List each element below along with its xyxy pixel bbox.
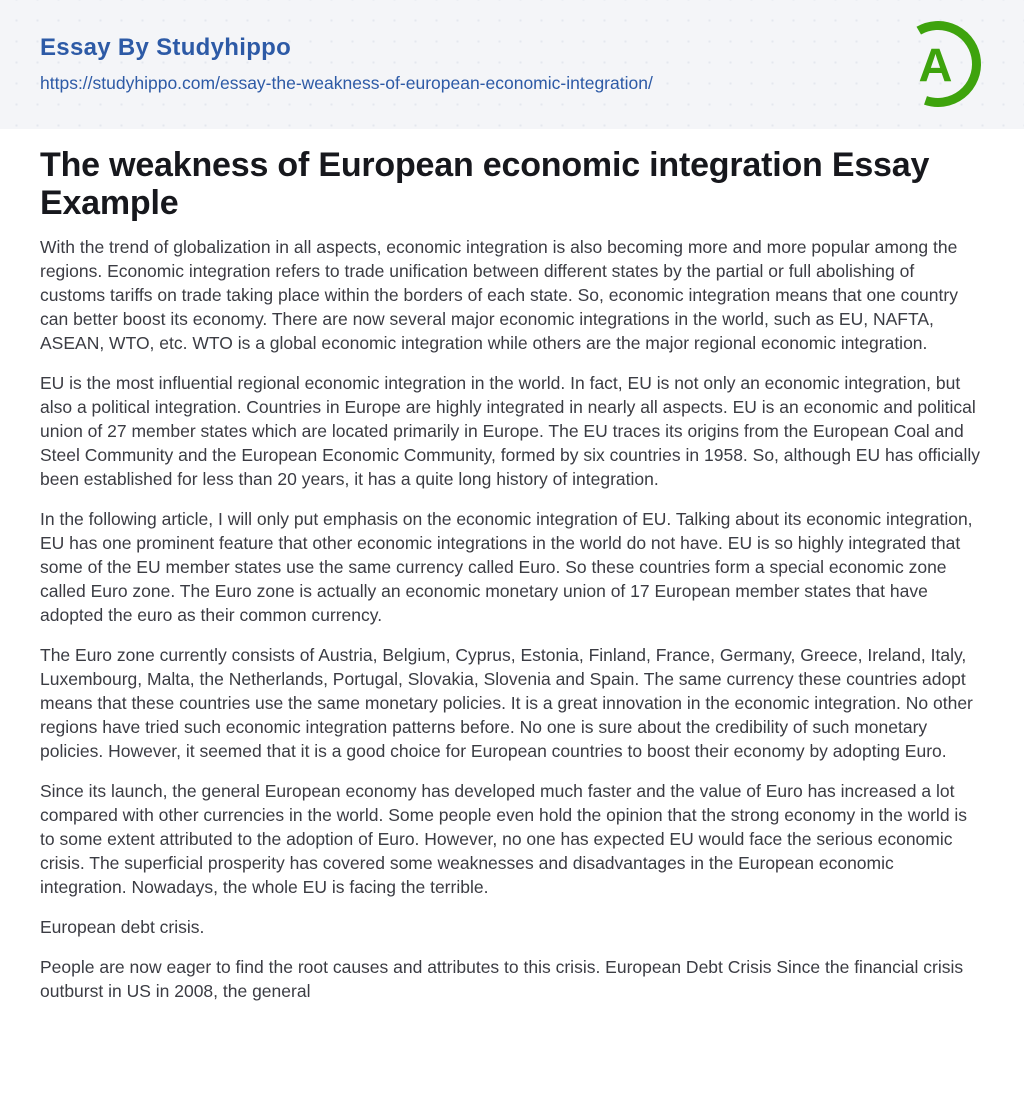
page-url-link[interactable]: https://studyhippo.com/essay-the-weakness-of-european-economic-integration/: [40, 73, 653, 94]
page-header: [0, 0, 1024, 129]
essay-body: [40, 235, 984, 1003]
essay-paragraph-7: People are now eager to find the root causes and attributes to this crisis. European Debt Crisis Since the financial crisis outburst in US in 2008, the general: [40, 957, 964, 1001]
essay-paragraph-6: European debt crisis.: [40, 917, 205, 937]
essay-paragraph-2: EU is the most influential regional economic integration in the world. In fact, EU is not only an economic integration, but also a political integration. Countries in Europe are highly integrated in nearly all aspects. EU is an economic and political union of 27 member states which are located primarily in Europe. The EU traces its origins from the European Coal and Steel Community and the European Economic Community, formed by six countries in 1958. So, although EU has officially been established for less than 20 years, it has a quite long history of integration.: [40, 373, 980, 489]
logo-letter: A: [918, 38, 953, 91]
studyhippo-logo: [894, 20, 982, 108]
essay-paragraph-5: Since its launch, the general European economy has developed much faster and the value of Euro has increased a lot compared with other currencies in the world. Some people even hold the opinion that the strong economy in the world is to some extent attributed to the adoption of Euro. However, no one has expected EU would face the serious economic crisis. The superficial prosperity has covered some weaknesses and disadvantages in the European economic integration. Nowadays, the whole EU is facing the terrible.: [40, 781, 968, 897]
site-title: Essay By Studyhippo: [40, 34, 292, 62]
essay-paragraph-3: In the following article, I will only put emphasis on the economic integration of EU. Talking about its economic integration, EU has one prominent feature that other economic integrations in the world do not have. EU is so highly integrated that some of the EU member states use the same currency called Euro. So these countries form a special economic zone called Euro zone. The Euro zone is actually an economic monetary union of 17 European member states that have adopted the euro as their common currency.: [40, 509, 973, 625]
essay-paragraph-4: The Euro zone currently consists of Austria, Belgium, Cyprus, Estonia, Finland, France, Germany, Greece, Ireland, Italy, Luxembourg, Malta, the Netherlands, Portugal, Slovakia, Slovenia and Spain. The same currency these countries adopt means that these countries use the same monetary policies. It is a great innovation in the economic integration. No other regions have tried such economic integration patterns before. No one is sure about the credibility of such monetary policies. However, it seemed that it is a good choice for European countries to boost their economy by adopting Euro.: [40, 645, 973, 761]
essay-article: [0, 146, 1024, 1003]
essay-title: The weakness of European economic integration Essay Example: [40, 146, 930, 222]
essay-paragraph-1: With the trend of globalization in all aspects, economic integration is also becoming more and more popular among the regions. Economic integration refers to trade unification between different states by the partial or full abolishing of customs tariffs on trade taking place within the borders of each state. So, economic integration means that one country can better boost its economy. There are now several major economic integrations in the world, such as EU, NAFTA, ASEAN, WTO, etc. WTO is a global economic integration while others are the major regional economic integration.: [40, 237, 958, 353]
header-text-block: [40, 36, 653, 93]
